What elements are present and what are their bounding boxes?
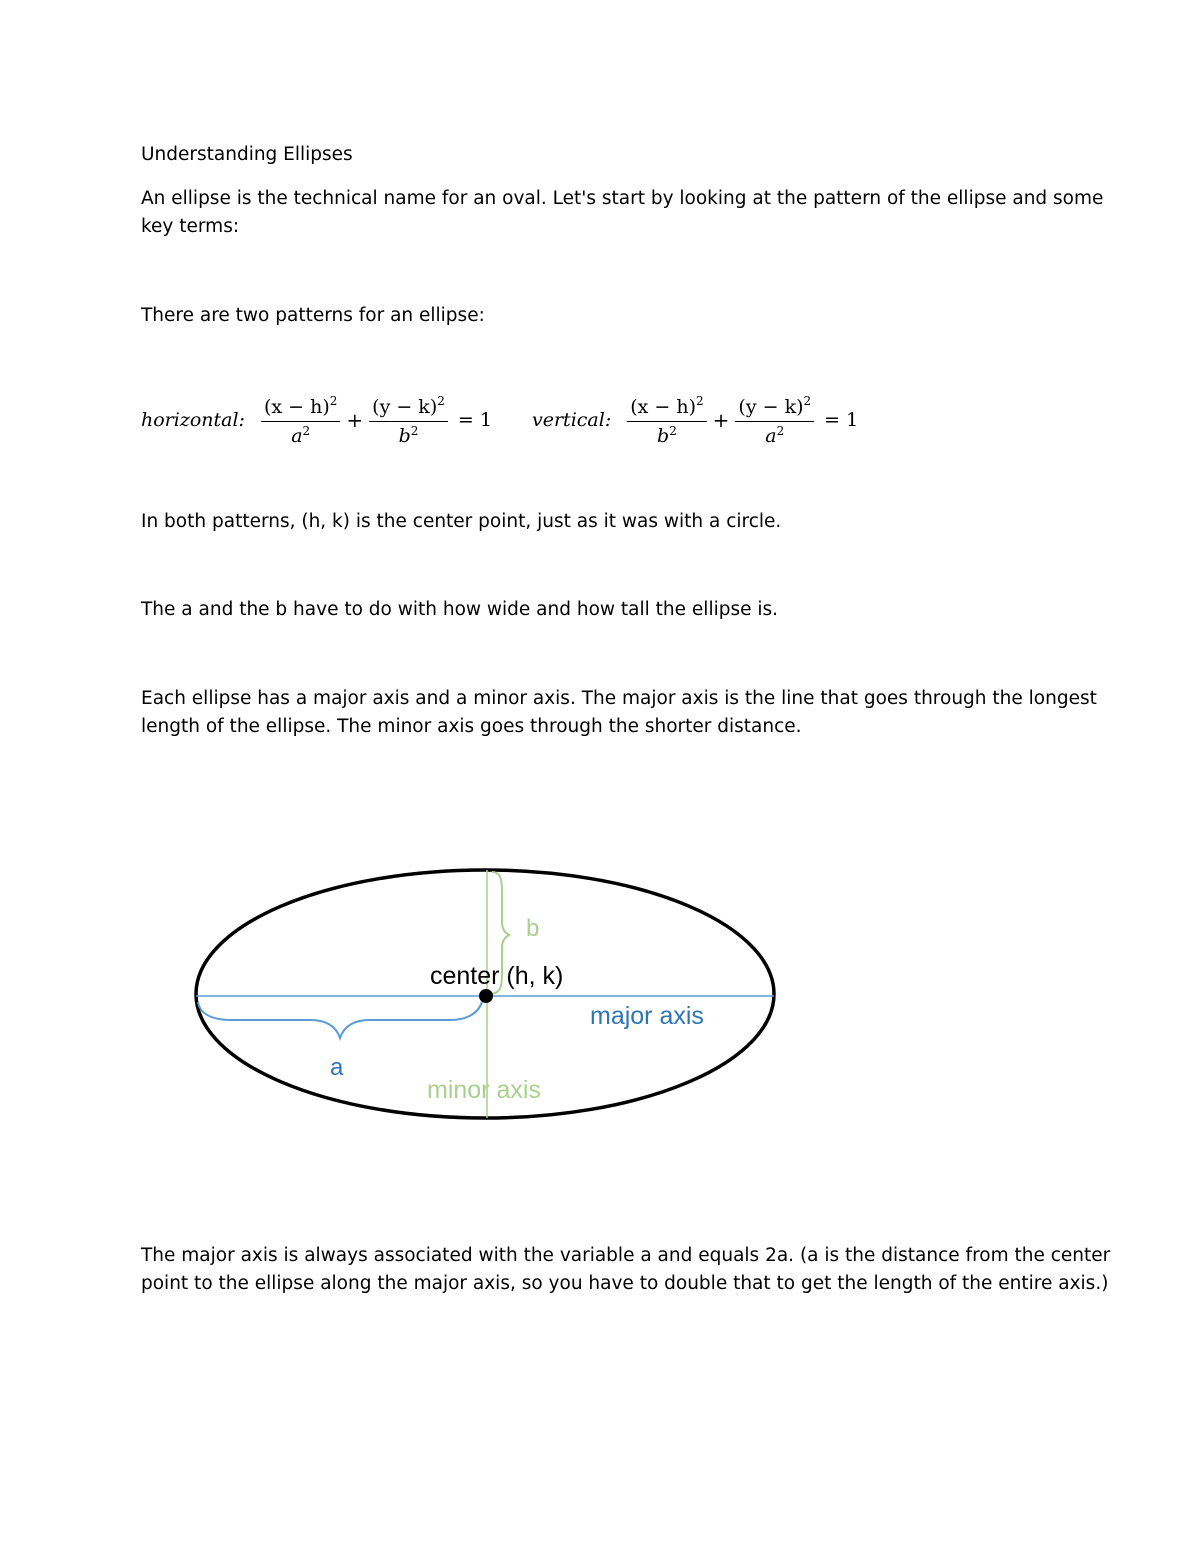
exponent: 2: [437, 393, 445, 408]
vertical-term-2-numerator: (y − k): [738, 395, 804, 418]
horizontal-term-2-denominator: b: [398, 424, 411, 447]
equals-one: = 1: [824, 409, 859, 431]
axis-note-line-2: length of the ellipse. The minor axis goes through the shorter distance.: [141, 716, 802, 737]
horizontal-term-2-numerator: (y − k): [372, 395, 438, 418]
exponent: 2: [669, 423, 677, 438]
center-note-text: In both patterns, (h, k) is the center point, just as it was with a circle.: [141, 511, 782, 532]
center-point: [479, 989, 493, 1003]
center-label: center (h, k): [430, 962, 564, 990]
exponent: 2: [329, 393, 338, 408]
vertical-equation-label: vertical:: [532, 409, 612, 431]
axis-note-line-1: Each ellipse has a major axis and a minor axis. The major axis is the line that goes through the longest: [141, 688, 1097, 709]
horizontal-equation-label: horizontal:: [141, 409, 245, 431]
horizontal-term-1-numerator: (x − h): [263, 395, 330, 418]
document-title: Understanding Ellipses: [141, 144, 353, 165]
major-note-line-1: The major axis is always associated with the variable a and equals 2a. (a is the distance from the center: [141, 1245, 1111, 1266]
exponent: 2: [776, 423, 785, 438]
exponent: 2: [410, 423, 419, 438]
major-note-line-2: point to the ellipse along the major axis, so you have to double that to get the length of the entire axis.): [141, 1273, 1109, 1294]
vertical-term-2-denominator: a: [765, 424, 777, 447]
patterns-intro-text: There are two patterns for an ellipse:: [141, 305, 485, 326]
plus-sign: +: [712, 408, 730, 432]
exponent: 2: [696, 393, 704, 408]
equals-one: = 1: [457, 409, 492, 431]
major-axis-label: major axis: [590, 1002, 704, 1030]
a-label: a: [330, 1054, 344, 1081]
intro-text-line-1: An ellipse is the technical name for an oval. Let's start by looking at the pattern of the ellipse and some: [141, 188, 1104, 209]
intro-text-line-2: key terms:: [141, 216, 240, 237]
horizontal-term-1-denominator: a: [291, 424, 303, 447]
ab-note-text: The a and the b have to do with how wide and how tall the ellipse is.: [141, 599, 779, 620]
vertical-term-1-numerator: (x − h): [630, 395, 697, 418]
vertical-term-1-denominator: b: [657, 424, 670, 447]
a-brace: [198, 1002, 482, 1038]
exponent: 2: [803, 393, 812, 408]
b-label: b: [526, 915, 540, 942]
minor-axis-label: minor axis: [427, 1076, 541, 1104]
exponent: 2: [302, 423, 311, 438]
plus-sign: +: [346, 408, 364, 432]
